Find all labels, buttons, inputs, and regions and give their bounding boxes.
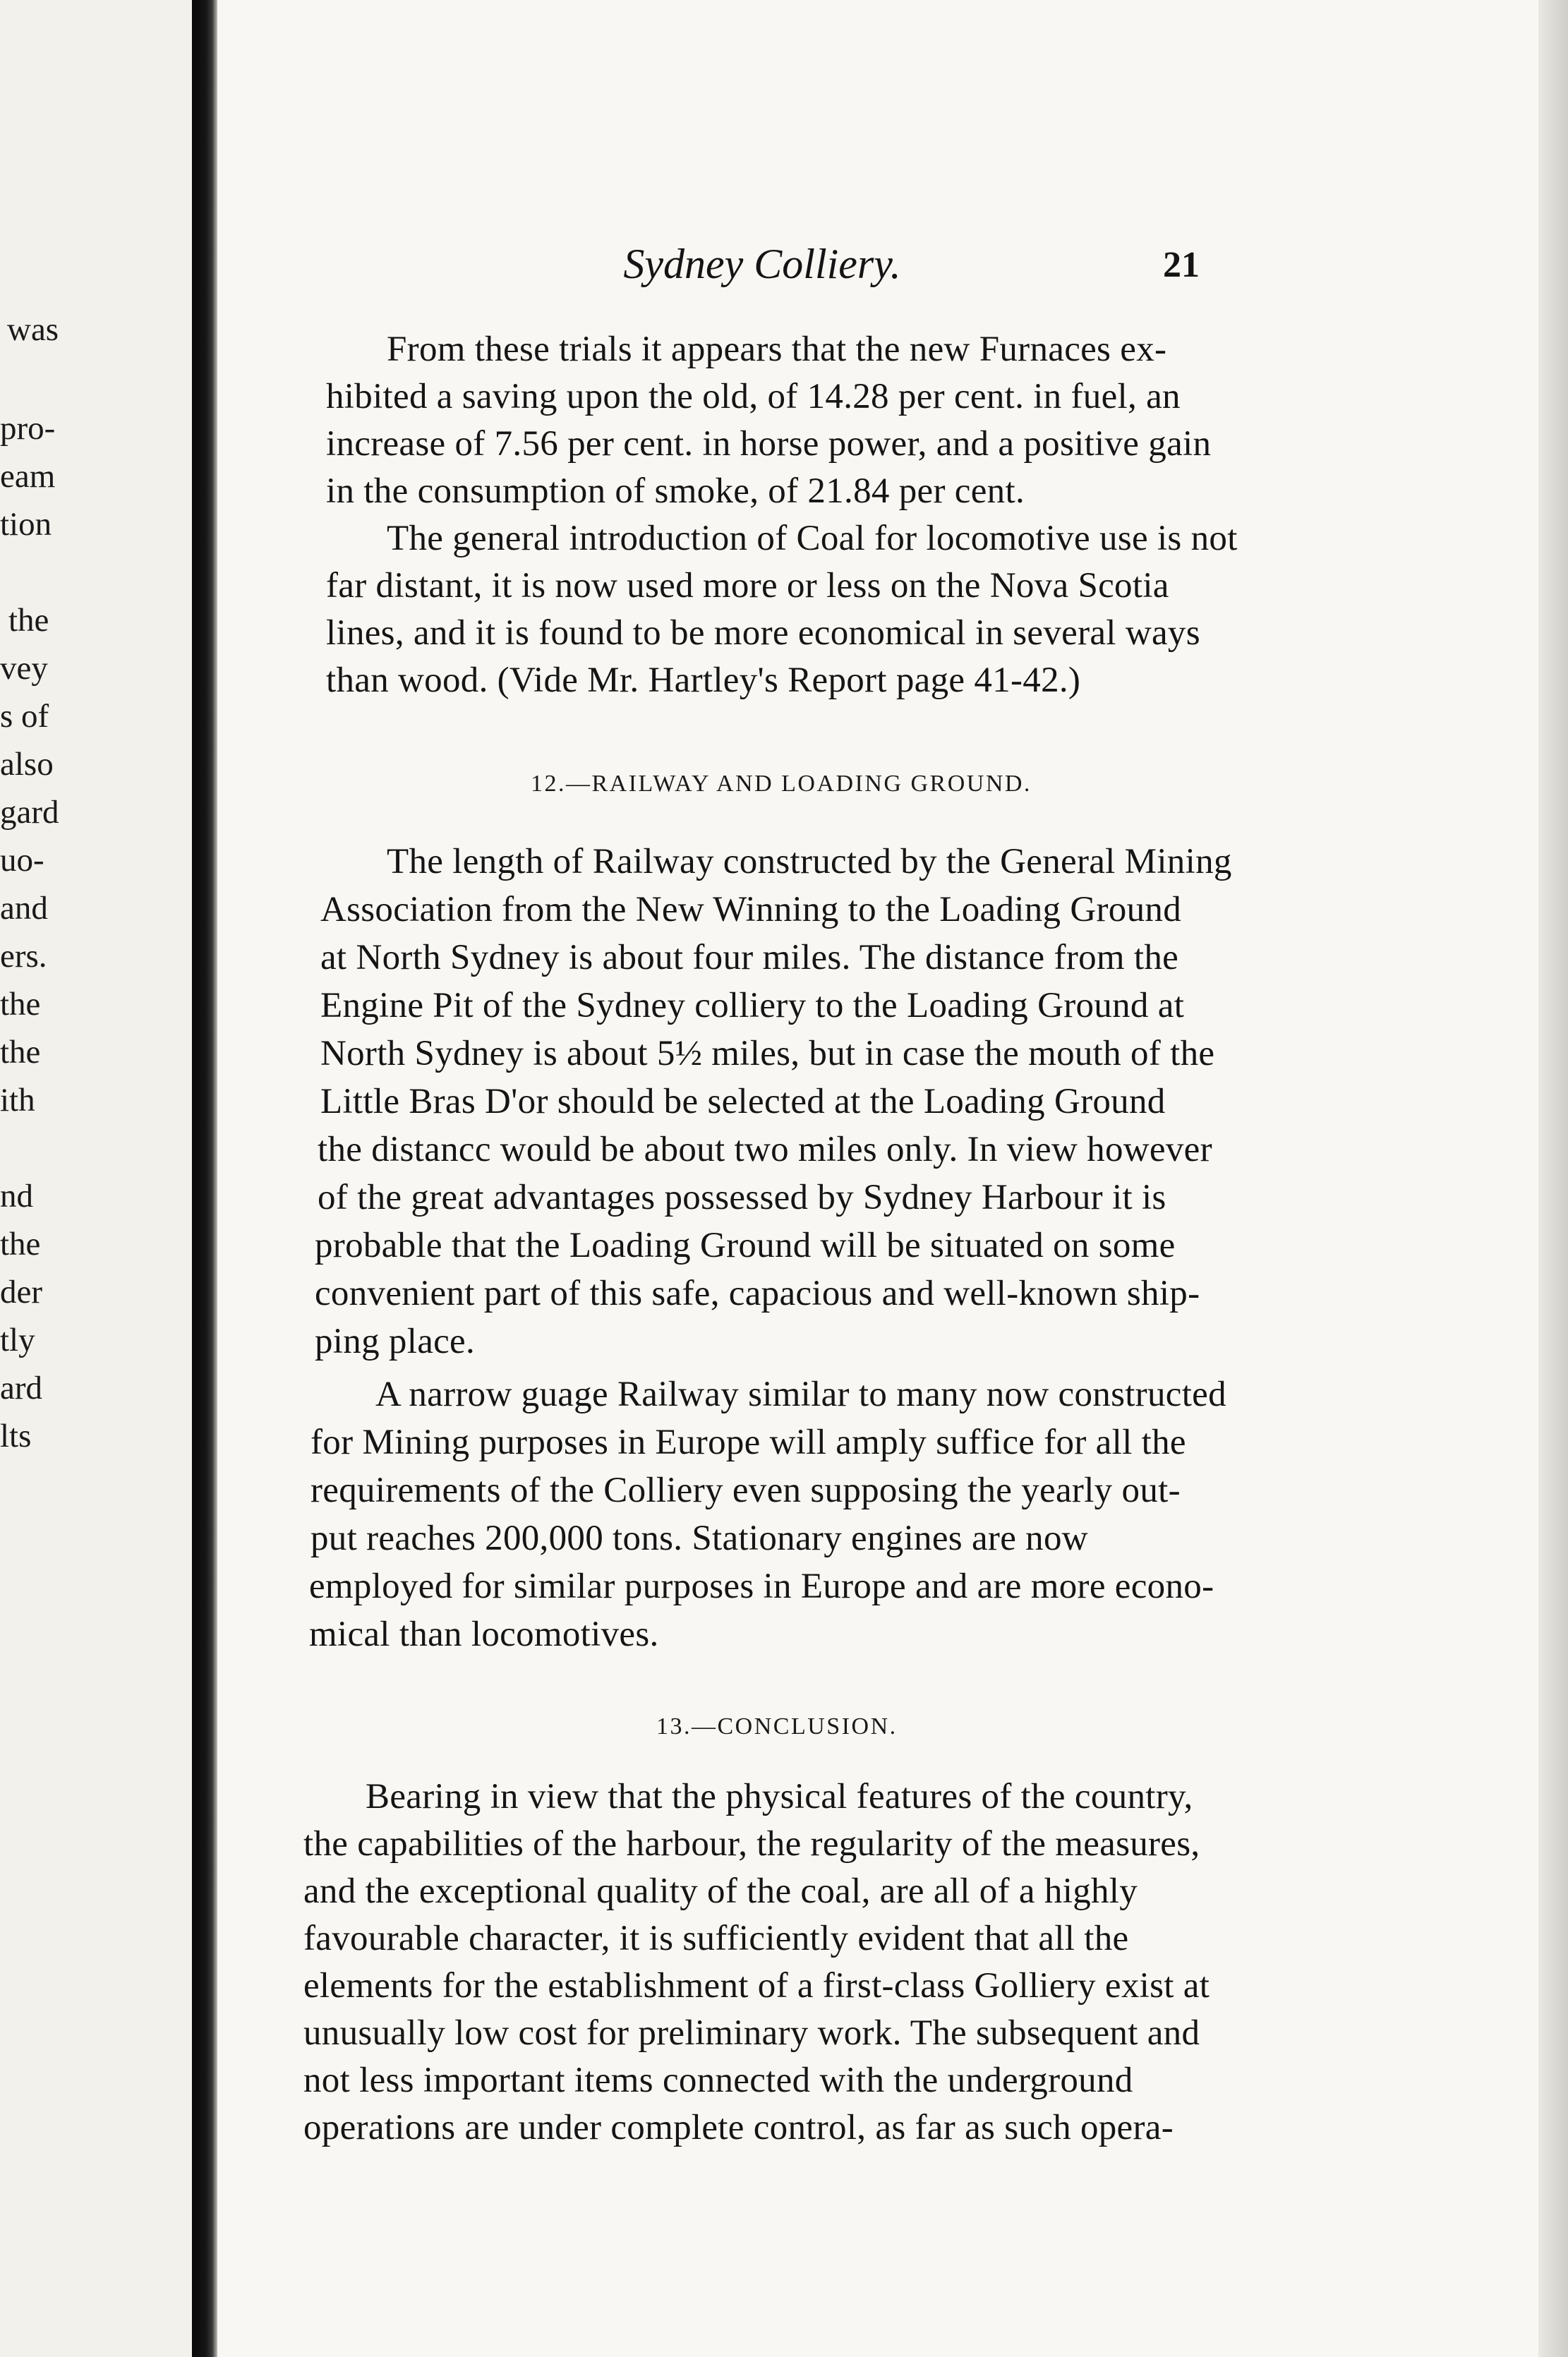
text-line: of the great advantages possessed by Sydney Harbour it is: [318, 1178, 1166, 1217]
text-line: convenient part of this safe, capacious and well-known ship-: [315, 1274, 1200, 1313]
facing-page-word: gard: [0, 794, 59, 831]
text-line: Engine Pit of the Sydney colliery to the Loading Ground at: [320, 986, 1185, 1025]
facing-page-word: lts: [0, 1418, 32, 1454]
facing-page-word: nd: [0, 1178, 33, 1214]
facing-page-word: the: [8, 602, 49, 639]
text-line: put reaches 200,000 tons. Stationary engines are now: [310, 1519, 1088, 1558]
text-line: probable that the Loading Ground will be situated on some: [315, 1226, 1176, 1265]
text-line: far distant, it is now used more or less on the Nova Scotia: [326, 566, 1169, 605]
section-heading: 13.—CONCLUSION.: [656, 1713, 898, 1740]
facing-page-word: tion: [0, 506, 52, 543]
text-line: From these trials it appears that the new Furnaces ex-: [387, 330, 1167, 369]
text-line: Little Bras D'or should be selected at the Loading Ground: [320, 1082, 1166, 1121]
section-heading: 12.—RAILWAY AND LOADING GROUND.: [531, 771, 1032, 797]
facing-page-word: and: [0, 890, 48, 927]
text-line: ping place.: [315, 1322, 476, 1361]
book-gutter: [192, 0, 217, 2357]
text-line: North Sydney is about 5½ miles, but in case the mouth of the: [320, 1034, 1215, 1073]
text-line: at North Sydney is about four miles. The distance from the: [320, 938, 1179, 977]
text-line: favourable character, it is sufficiently evident that all the: [303, 1919, 1129, 1958]
facing-page-word: uo-: [0, 842, 44, 879]
running-title: Sydney Colliery.: [623, 241, 901, 287]
facing-page-word: tly: [0, 1322, 35, 1358]
page-number: 21: [1163, 245, 1200, 285]
facing-page-word: ers.: [0, 938, 47, 975]
facing-page-word: eam: [0, 458, 56, 495]
text-line: not less important items connected with the underground: [303, 2061, 1133, 2100]
text-line: the capabilities of the harbour, the regularity of the measures,: [303, 1824, 1200, 1864]
facing-page-word: the: [0, 1226, 41, 1262]
text-line: than wood. (Vide Mr. Hartley's Report page 41-42.): [326, 661, 1081, 700]
facing-page-word: the: [0, 986, 41, 1023]
text-line: in the consumption of smoke, of 21.84 per cent.: [326, 471, 1025, 511]
facing-page-word: der: [0, 1274, 43, 1310]
facing-page-word: vey: [0, 650, 48, 687]
text-line: Association from the New Winning to the Loading Ground: [320, 890, 1182, 929]
text-line: for Mining purposes in Europe will amply suffice for all the: [310, 1423, 1186, 1462]
text-line: The length of Railway constructed by the General Mining: [387, 842, 1232, 881]
facing-page-word: the: [0, 1034, 41, 1071]
text-line: requirements of the Colliery even supposing the yearly out-: [310, 1471, 1181, 1510]
text-line: elements for the establishment of a first-class Golliery exist at: [303, 1966, 1210, 2006]
text-line: Bearing in view that the physical features of the country,: [366, 1777, 1193, 1816]
text-line: A narrow guage Railway similar to many now constructed: [375, 1375, 1226, 1414]
text-line: unusually low cost for preliminary work. The subsequent and: [303, 2013, 1200, 2053]
text-line: and the exceptional quality of the coal, are all of a highly: [303, 1871, 1138, 1911]
facing-page-word: ard: [0, 1370, 43, 1406]
facing-page-fragment: [0, 0, 192, 2357]
text-line: increase of 7.56 per cent. in horse power, and a positive gain: [326, 424, 1212, 464]
facing-page-word: ith: [0, 1082, 35, 1119]
facing-page-word: was: [7, 311, 59, 348]
text-line: operations are under complete control, as far as such opera-: [303, 2108, 1174, 2147]
facing-page-word: s of: [0, 698, 49, 735]
text-line: The general introduction of Coal for locomotive use is not: [387, 519, 1238, 558]
text-line: hibited a saving upon the old, of 14.28 per cent. in fuel, an: [326, 377, 1181, 416]
text-line: the distancc would be about two miles only. In view however: [318, 1130, 1212, 1169]
facing-page-word: pro-: [0, 410, 56, 447]
text-line: employed for similar purposes in Europe and are more econo-: [309, 1567, 1214, 1606]
page-edge: [1538, 0, 1568, 2357]
text-line: lines, and it is found to be more economical in several ways: [326, 613, 1200, 653]
text-line: mical than locomotives.: [309, 1615, 659, 1654]
facing-page-word: also: [0, 746, 54, 783]
